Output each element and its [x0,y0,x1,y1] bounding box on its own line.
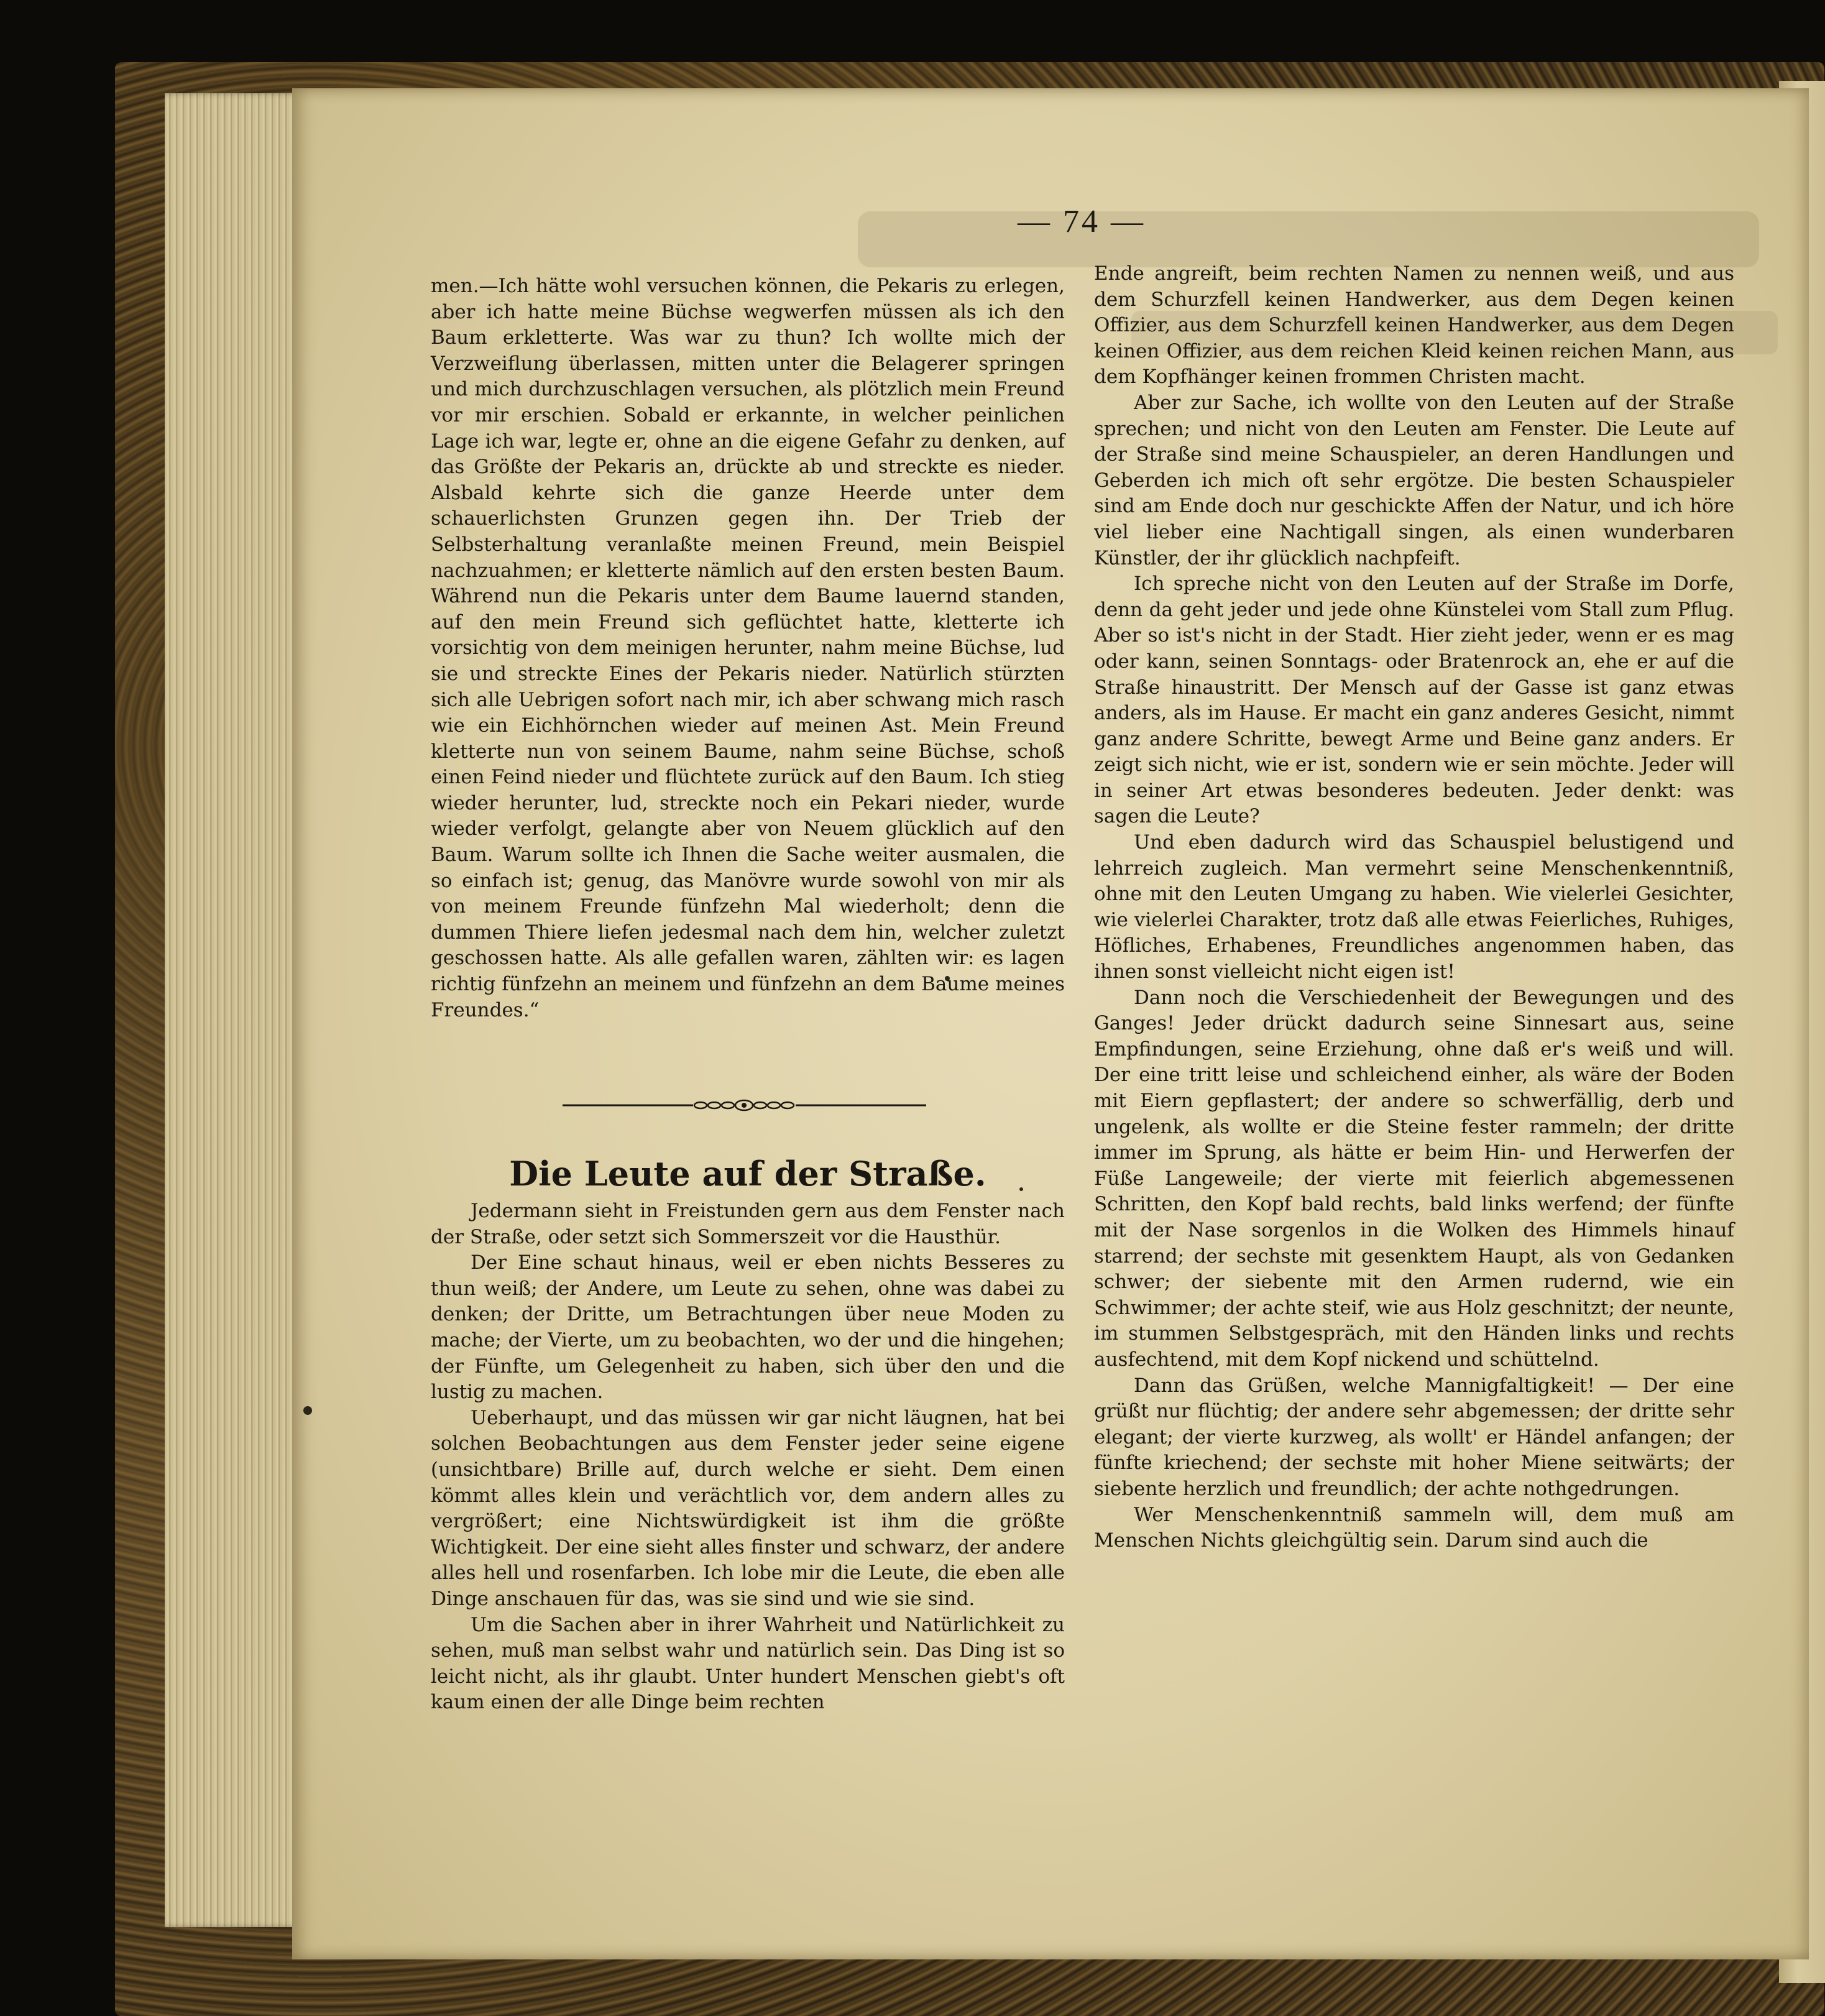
left-column-bottom [431,1199,1065,1716]
paragraph: Jedermann sieht in Freistunden gern aus dem Fenster nach der Straße, oder setzt sich Sommerszeit vor die Hausthür. [431,1200,1065,1248]
paragraph: Aber zur Sache, ich wollte von den Leuten auf der Straße sprechen; und nicht von den Leuten am Fenster. Die Leute auf der Straße sind meine Schauspieler, an deren Handlungen und Geberden ich mich oft sehr ergötze. Die besten Schauspieler sind am Ende doch nur geschickte Affen der Natur, und ich höre viel lieber eine Nachtigall singen, als einen wunderbaren Künstler, der ihr glücklich nachpfeift. [1094,391,1734,569]
left-column-top [431,274,1065,1023]
article-title: Die Leute auf der Straße. [509,1154,986,1194]
paragraph: Wer Menschenkenntniß sammeln will, dem muß am Menschen Nichts gleichgültig sein. Darum sind auch die [1094,1503,1734,1552]
paragraph: Ich spreche nicht von den Leuten auf der Straße im Dorfe, denn da geht jeder und jede ohne Künstelei vom Stall zum Pflug. Aber so ist's nicht in der Stadt. Hier zieht jeder, wenn er es mag oder kann, seinen Sonntags- oder Bratenrock an, ehe er auf die Straße hinaustritt. Der Mensch auf der Gasse ist ganz etwas anders, als im Hause. Er macht ein ganz anderes Gesicht, nimmt ganz andere Schritte, bewegt Arme und Beine ganz anders. Er zeigt sich nicht, wie er ist, sondern wie er sein möchte. Jeder will in seiner Art etwas besonderes bedeuten. Jeder denkt: was sagen die Leute? [1094,573,1734,828]
paragraph: Ende angreift, beim rechten Namen zu nennen weiß, und aus dem Schurzfell keinen Handwerker, aus dem Degen keinen Offizier, aus dem Schurzfell keinen Handwerker, aus dem Degen keinen Offizier, aus dem reichen Kleid keinen reichen Mann, aus dem Kopfhänger keinen frommen Christen macht. [1094,262,1734,389]
right-column [1094,261,1734,1554]
paragraph: Ueberhaupt, und das müssen wir gar nicht läugnen, hat bei solchen Beobachtungen aus dem Fenster jeder seine eigene (unsichtbare) Brille auf, durch welche er sieht. Dem einen kömmt alles klein und verächtlich vor, dem andern alles zu vergrößert; eine Nichtswürdigkeit ist ihm die größte Wichtigkeit. Der eine sieht alles finster und schwarz, der andere alles hell und rosenfarben. Ich lobe mir die Leute, die eben alle Dinge anschauen für das, was sie sind und wie sie sind. [431,1406,1065,1610]
paragraph: Um die Sachen aber in ihrer Wahrheit und Natürlichkeit zu sehen, muß man selbst wahr und natürlich sein. Das Ding ist so leicht nicht, als ihr glaubt. Unter hundert Menschen giebt's oft kaum einen der alle Dinge beim rechten [431,1613,1065,1714]
paragraph: Der Eine schaut hinaus, weil er eben nichts Besseres zu thun weiß; der Andere, um Leute zu sehen, ohne was dabei zu denken; der Dritte, um Betrachtungen über neue Moden zu mache; der Vierte, um zu beobachten, wo der und die hingehen; der Fünfte, um Gelegenheit zu haben, sich über den und die lustig zu machen. [431,1251,1065,1404]
page-edges [165,93,308,1927]
paragraph: men.—Ich hätte wohl versuchen können, die Pekaris zu erlegen, aber ich hatte meine Büchse wegwerfen müssen als ich den Baum erkletterte. Was war zu thun? Ich wollte mich der Verzweiflung überlassen, mitten unter die Belagerer springen und mich durchzuschlagen versuchen, als plötzlich mein Freund vor mir erschien. Sobald er erkannte, in welcher peinlichen Lage ich war, legte er, ohne an die eigene Gefahr zu denken, auf das Größte der Pekaris an, drückte ab und streckte es nieder. Alsbald kehrte sich die ganze Heerde unter dem schauerlichsten Grunzen gegen ihn. Der Trieb der Selbsterhaltung veranlaßte meinen Freund, mein Beispiel nachzuahmen; er kletterte nämlich auf den ersten besten Baum. Während nun die Pekaris unter dem Baume lauernd standen, auf den mein Freund sich geflüchtet hatte, kletterte ich vorsichtig von dem meinigen herunter, nahm meine Büchse, lud sie und streckte Eines der Pekaris nieder. Natürlich stürzten sich alle Uebrigen sofort nach mir, ich aber schwang mich rasch wie ein Eichhörnchen wieder auf meinen Ast. Mein Freund kletterte nun von seinem Baume, nahm seine Büchse, schoß einen Feind nieder und flüchtete zurück auf den Baum. Ich stieg wieder herunter, lud, streckte noch ein Pekari nieder, wurde wieder verfolgt, gelangte aber von Neuem glücklich auf den Baum. Warum sollte ich Ihnen die Sache weiter ausmalen, die so einfach ist; genug, das Manövre wurde sowohl von mir als von meinem Freunde fünfzehn Mal wiederholt; denn die dummen Thiere liefen jedesmal nach dem hin, welcher zuletzt geschossen hatte. Als alle gefallen waren, zählten wir: es lagen richtig fünfzehn an meinem und fünfzehn an dem Baume meines Freundes.“ [431,275,1065,1021]
paper-speck [303,1406,312,1415]
paragraph: Und eben dadurch wird das Schauspiel belustigend und lehrreich zugleich. Man vermehrt seine Menschenkenntniß, ohne mit den Leuten Umgang zu haben. Wie vielerlei Gesichter, wie vielerlei Charakter, trotz daß alle etwas Feierliches, Ruhiges, Höfliches, Erhabenes, Freundliches angenommen haben, das ihnen sonst vielleicht nicht eigen ist! [1094,831,1734,983]
page-number: — 74 — [1018,204,1146,239]
paragraph: Dann noch die Verschiedenheit der Bewegungen und des Ganges! Jeder drückt dadurch seine Sinnesart aus, seine Empfindungen, seine Erziehung, ohne daß er's weiß und will. Der eine tritt leise und schleichend einher, als wäre der Boden mit Eiern gepflastert; der andere so schwerfällig, derb und ungelenk, als wollte er die Steine fester rammeln; der dritte immer im Sprung, als hätte er beim Hin- und Herwerfen der Füße Langeweile; der vierte mit feierlich abgemessenen Schritten, den Kopf bald rechts, bald links werfend; der fünfte mit der Nase sorgenlos in die Wolken des Himmels hinauf starrend; der sechste mit gesenktem Haupt, als von Gedanken schwer; der siebente mit den Armen rudernd, wie ein Schwimmer; der achte steif, wie aus Holz geschnitzt; der neunte, im stummen Selbstgespräch, mit den Händen links und rechts ausfechtend, mit dem Kopf nickend und schüttelnd. [1094,986,1734,1371]
ornamental-divider [563,1093,926,1118]
paragraph: Dann das Grüßen, welche Mannigfaltigkeit! — Der eine grüßt nur flüchtig; der andere sehr abgemessen; der dritte sehr elegant; der vierte kurzweg, als wollt' er Händel anfangen; der fünfte kriechend; der sechste mit hoher Miene seitwärts; der siebente herzlich und freundlich; der achte nothgedrungen. [1094,1374,1734,1500]
